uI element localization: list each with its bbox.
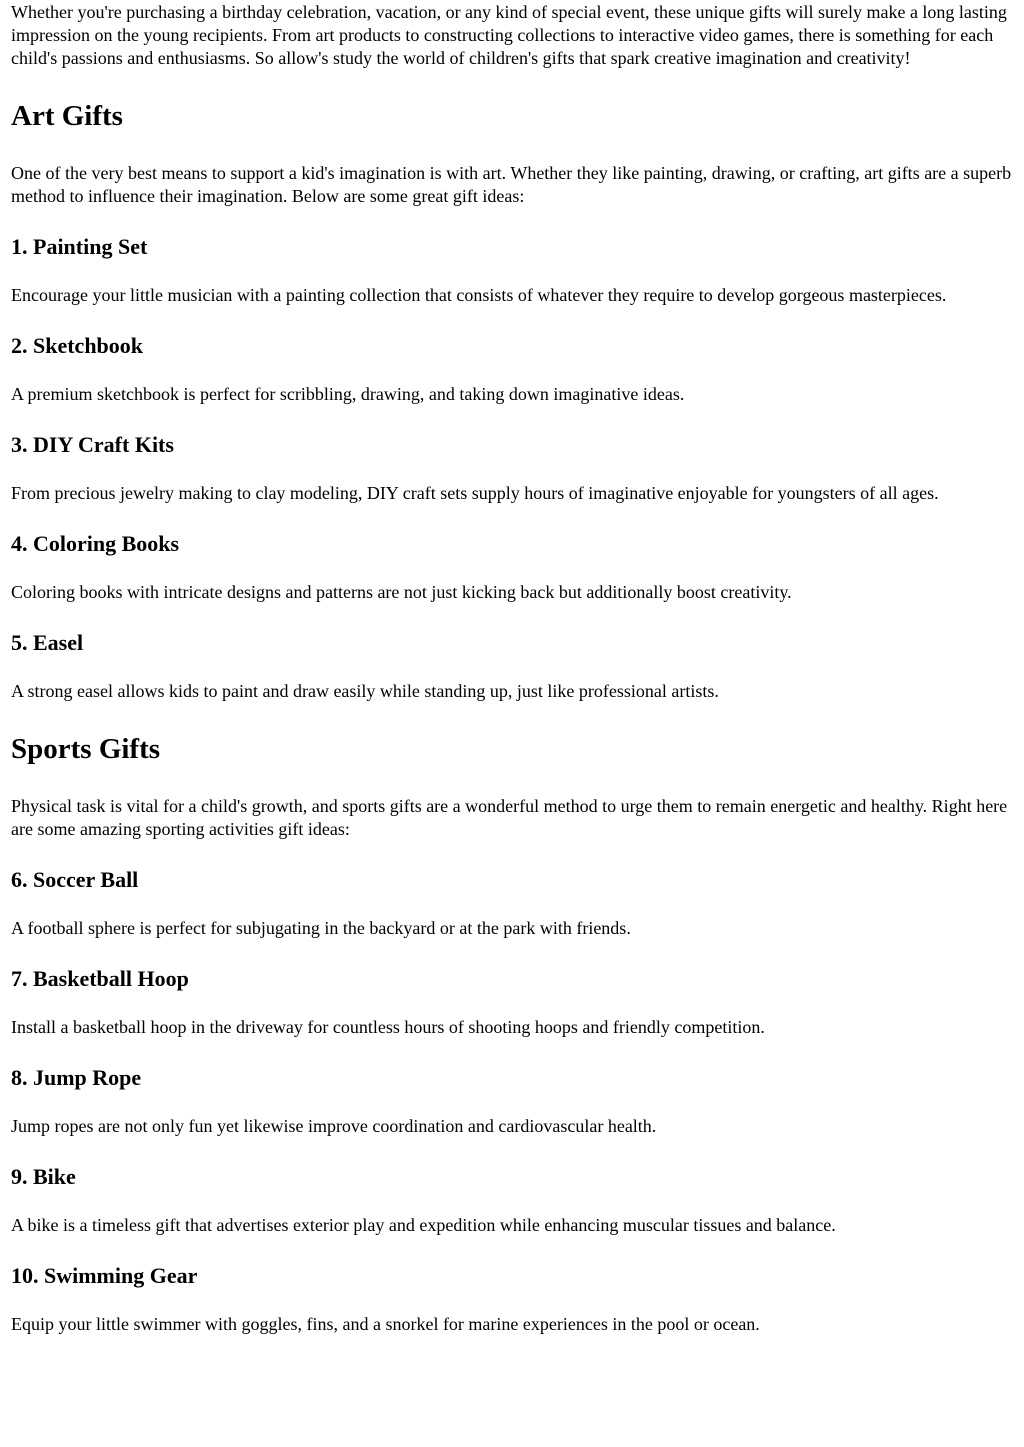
item-heading: 9. Bike [11,1164,76,1189]
item-heading: 6. Soccer Ball [11,867,139,892]
section-intro-art-gifts: One of the very best means to support a kid's imagination is with art. Whether they like painting, drawing, or crafting, art gifts are a superb method to influence their imagination. Below are some great gift ideas: [11,163,1012,206]
item-heading: 4. Coloring Books [11,531,180,556]
intro-paragraph: Whether you're purchasing a birthday celebration, vacation, or any kind of special event, these unique gifts will surely make a long lasting impression on the young recipients. From art products to constructing collections to interactive video games, there is something for each child's passions and enthusiasms. So allow's study the world of children's gifts that spark creative imagination and creativity! [11,2,1007,68]
item-description: Jump ropes are not only fun yet likewise improve coordination and cardiovascular health. [11,1116,657,1136]
item-heading: 5. Easel [11,630,84,655]
item-heading: 10. Swimming Gear [11,1263,198,1288]
item-description: Encourage your little musician with a painting collection that consists of whatever they require to develop gorgeous masterpieces. [11,285,947,305]
item-heading: 3. DIY Craft Kits [11,432,174,457]
item-description: Equip your little swimmer with goggles, fins, and a snorkel for marine experiences in the pool or ocean. [11,1314,760,1334]
item-description: A bike is a timeless gift that advertises exterior play and expedition while enhancing muscular tissues and balance. [11,1215,836,1235]
item-description: Install a basketball hoop in the driveway for countless hours of shooting hoops and friendly competition. [11,1017,765,1037]
item-heading: 7. Basketball Hoop [11,966,189,991]
item-description: A strong easel allows kids to paint and draw easily while standing up, just like professional artists. [11,681,719,701]
item-heading: 2. Sketchbook [11,333,144,358]
item-description: From precious jewelry making to clay modeling, DIY craft sets supply hours of imaginative enjoyable for youngsters of all ages. [11,483,939,503]
item-description: Coloring books with intricate designs and patterns are not just kicking back but additionally boost creativity. [11,582,792,602]
item-description: A premium sketchbook is perfect for scribbling, drawing, and taking down imaginative ideas. [11,384,685,404]
item-heading: 8. Jump Rope [11,1065,142,1090]
item-description: A football sphere is perfect for subjugating in the backyard or at the park with friends. [11,918,631,938]
section-heading-art-gifts: Art Gifts [11,100,123,132]
section-heading-sports-gifts: Sports Gifts [11,733,161,765]
section-intro-sports-gifts: Physical task is vital for a child's growth, and sports gifts are a wonderful method to urge them to remain energetic and healthy. Right here are some amazing sporting activities gift ideas: [11,796,1008,839]
article [0,1,1024,1336]
item-heading: 1. Painting Set [11,234,148,259]
